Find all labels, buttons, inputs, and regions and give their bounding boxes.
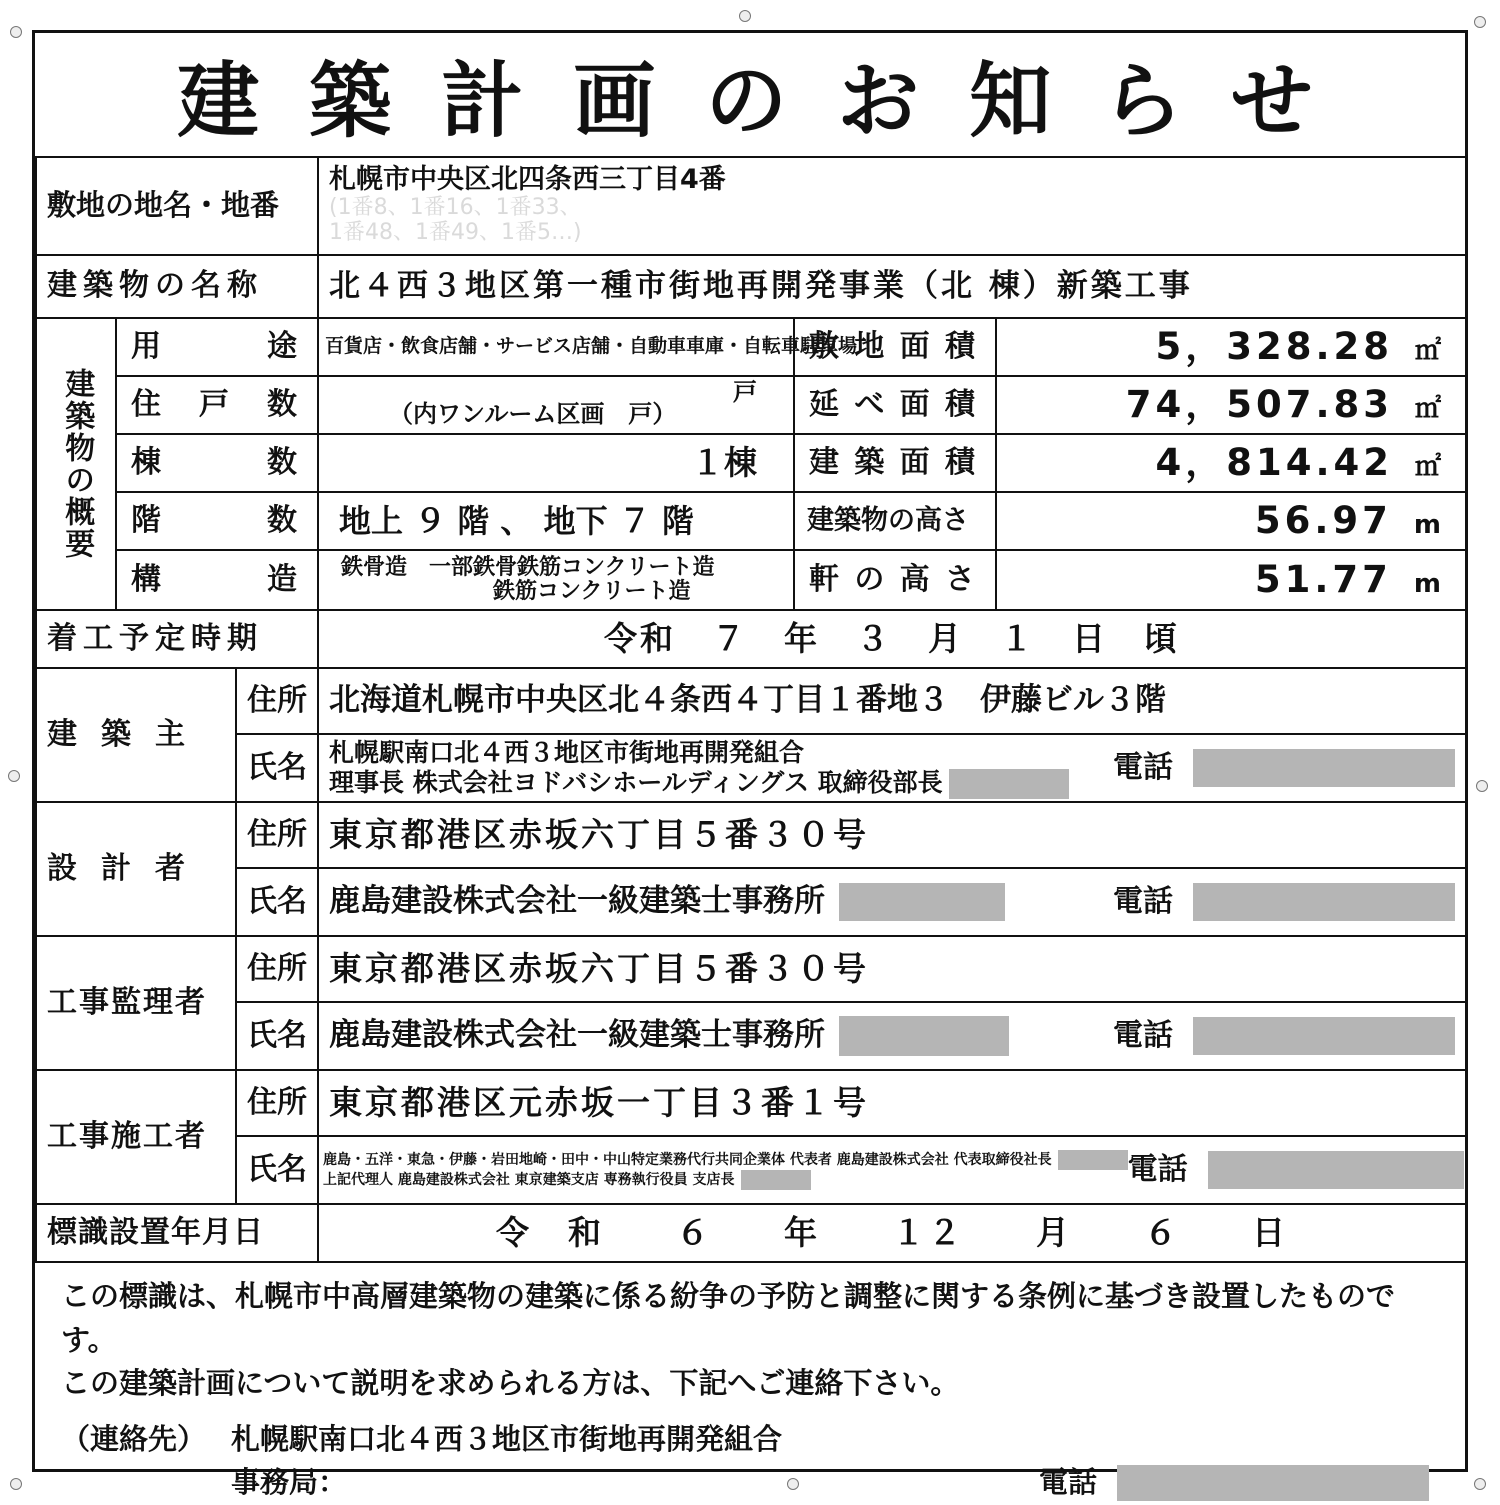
office-tel-redaction [1117, 1465, 1429, 1501]
screw-icon [787, 1478, 799, 1490]
site-label: 敷地の地名・地番 [36, 157, 318, 255]
site-row [36, 157, 1466, 255]
height-value: 56.97 [1254, 498, 1392, 542]
posted-row [36, 1204, 1466, 1262]
building-area-label: 建築面積 [794, 434, 996, 492]
building-name-value: 北４西３地区第一種市街地再開発事業（北 棟）新築工事 [318, 255, 1466, 318]
contractor-label: 工事施工者 [36, 1070, 236, 1204]
contact-org: 札幌駅南口北４西３地区市街地再開発組合 [231, 1421, 783, 1456]
screw-icon [739, 10, 751, 22]
structure-row [36, 550, 1466, 610]
posted-value: 令 和 ６ 年 １２ 月 ６ 日 [318, 1204, 1466, 1262]
total-floor-area-value: 74，507.83 [1125, 382, 1393, 426]
contractor-name2-redaction [741, 1170, 811, 1190]
office-tel [1039, 1461, 1429, 1505]
supervisor-tel-redaction [1193, 1017, 1455, 1055]
units-sub: （内ワンルーム区画 戸） [389, 400, 677, 429]
building-name-label: 建築物の名称 [36, 255, 318, 318]
screw-icon [1474, 16, 1486, 28]
site-area-cell [996, 318, 1466, 376]
owner-name2-line [329, 768, 1069, 799]
notice-line1: この標識は、札幌市中高層建築物の建築に係る紛争の予防と調整に関する条例に基づき設置したものです。 [61, 1279, 1396, 1357]
screw-icon [10, 1478, 22, 1490]
eave-height-value: 51.77 [1254, 557, 1392, 601]
supervisor-name-redaction [839, 1016, 1009, 1056]
use-value: 百貨店・飲食店舗・サービス店舗・自動車車庫・自転車駐車場 [318, 318, 794, 376]
floors-value: 地上 ９ 階 、 地下 ７ 階 [318, 492, 794, 550]
total-floor-area-unit: ㎡ [1415, 393, 1442, 424]
site-faded-2: 1番48、1番49、1番5…) [329, 220, 582, 246]
supervisor-tel-label: 電話 [1113, 1017, 1174, 1053]
designer-addr-label: 住所 [236, 802, 318, 868]
owner-tel-label: 電話 [1113, 749, 1174, 785]
designer-address: 東京都港区赤坂六丁目５番３０号 [318, 802, 1466, 868]
owner-address: 北海道札幌市中央区北４条西４丁目１番地３ 伊藤ビル３階 [318, 668, 1466, 734]
contractor-name1-line [323, 1150, 1128, 1170]
units-row [36, 376, 1466, 434]
designer-name-cell [318, 868, 1466, 936]
designer-name: 鹿島建設株式会社一級建築士事務所 [329, 883, 825, 920]
owner-tel-redaction [1193, 749, 1455, 787]
supervisor-name-row [36, 1002, 1466, 1070]
contact-row [61, 1418, 1439, 1462]
contractor-name-cell [318, 1136, 1466, 1204]
eave-height-label: 軒の高さ [794, 550, 996, 610]
designer-label: 設計者 [36, 802, 236, 936]
start-row [36, 610, 1466, 668]
sign-title: 建築計画のお知らせ [177, 54, 1363, 149]
buildings-value: １棟 [318, 434, 794, 492]
owner-tel [1113, 749, 1455, 787]
supervisor-address: 東京都港区赤坂六丁目５番３０号 [318, 936, 1466, 1002]
supervisor-addr-label: 住所 [236, 936, 318, 1002]
site-area-label: 敷地面積 [794, 318, 996, 376]
owner-name2: 理事長 株式会社ヨドバシホールディングス 取締役部長 [329, 767, 943, 797]
structure-line2: 鉄筋コンクリート造 [493, 579, 691, 604]
office-tel-label: 電話 [1038, 1465, 1097, 1499]
total-floor-area-label: 延べ面積 [794, 376, 996, 434]
contractor-name-label: 氏名 [236, 1136, 318, 1204]
owner-name-label: 氏名 [236, 734, 318, 802]
use-row [36, 318, 1466, 376]
building-area-value: 4，814.42 [1155, 440, 1393, 484]
site-value: 札幌市中央区北四条西三丁目4番 [329, 164, 726, 195]
designer-tel [1113, 883, 1455, 921]
contractor-name2-line [323, 1170, 1128, 1190]
designer-addr-row [36, 802, 1466, 868]
contractor-tel-redaction [1208, 1151, 1464, 1189]
contractor-name2: 上記代理人 鹿島建設株式会社 東京建築支店 専務執行役員 支店長 [323, 1172, 735, 1188]
designer-name-row [36, 868, 1466, 936]
contractor-name1: 鹿島・五洋・東急・伊藤・岩田地崎・田中・中山特定業務代行共同企業体 代表者 鹿島建設株式会社 代表取締役社長 [323, 1152, 1052, 1168]
height-unit: m [1413, 509, 1442, 540]
office-row [61, 1461, 1439, 1505]
start-label: 着工予定時期 [36, 610, 318, 668]
office-label: 事務局： [231, 1465, 348, 1499]
height-cell [996, 492, 1466, 550]
height-label: 建築物の高さ [794, 492, 996, 550]
contractor-addr-label: 住所 [236, 1070, 318, 1136]
units-cell [318, 376, 794, 434]
site-area-unit: ㎡ [1415, 335, 1442, 366]
contractor-name1-redaction [1058, 1150, 1128, 1170]
building-area-cell [996, 434, 1466, 492]
designer-name-block [329, 883, 1005, 921]
screw-icon [10, 26, 22, 38]
buildings-row [36, 434, 1466, 492]
owner-name-cell [318, 734, 1466, 802]
supervisor-tel [1113, 1017, 1455, 1055]
contractor-tel-label: 電話 [1127, 1151, 1188, 1187]
info-table [35, 156, 1467, 1263]
supervisor-name-block [329, 1016, 1009, 1056]
notice-line2: この建築計画について説明を求められる方は、下記へご連絡下さい。 [61, 1366, 960, 1400]
owner-addr-label: 住所 [236, 668, 318, 734]
start-value: 令和 ７ 年 ３ 月 １ 日 頃 [318, 610, 1466, 668]
notice-sign [32, 30, 1468, 1499]
building-area-unit: ㎡ [1415, 451, 1442, 482]
designer-name-label: 氏名 [236, 868, 318, 936]
supervisor-name: 鹿島建設株式会社一級建築士事務所 [329, 1017, 825, 1054]
supervisor-name-label: 氏名 [236, 1002, 318, 1070]
contractor-address: 東京都港区元赤坂一丁目３番１号 [318, 1070, 1466, 1136]
owner-addr-row [36, 668, 1466, 734]
owner-name-block [329, 738, 1069, 799]
owner-name-redaction [949, 769, 1069, 799]
screw-icon [1474, 1478, 1486, 1490]
owner-name-row [36, 734, 1466, 802]
designer-tel-redaction [1193, 883, 1455, 921]
contractor-tel [1128, 1151, 1464, 1189]
buildings-label: 棟数 [116, 434, 318, 492]
supervisor-label: 工事監理者 [36, 936, 236, 1070]
contractor-name-row [36, 1136, 1466, 1204]
supervisor-addr-row [36, 936, 1466, 1002]
supervisor-name-cell [318, 1002, 1466, 1070]
units-unit: 戸 [733, 378, 757, 406]
contractor-addr-row [36, 1070, 1466, 1136]
floors-row [36, 492, 1466, 550]
designer-tel-label: 電話 [1113, 883, 1174, 919]
contact-label: （連絡先） [61, 1421, 207, 1456]
structure-cell [318, 550, 794, 610]
posted-label: 標識設置年月日 [36, 1204, 318, 1262]
screw-icon [8, 770, 20, 782]
units-label: 住戸数 [116, 376, 318, 434]
contractor-name-block [323, 1150, 1128, 1190]
structure-label: 構造 [116, 550, 318, 610]
owner-name1: 札幌駅南口北４西３地区市街地再開発組合 [329, 737, 805, 767]
structure-line1: 鉄骨造 一部鉄骨鉄筋コンクリート造 [341, 554, 715, 580]
site-value-cell [318, 157, 1466, 255]
use-label: 用途 [116, 318, 318, 376]
notice-block [35, 1265, 1465, 1499]
designer-name-redaction [839, 883, 1005, 921]
total-floor-area-cell [996, 376, 1466, 434]
overview-label: 建築物の概要 [36, 318, 116, 610]
screw-icon [1476, 780, 1488, 792]
site-area-value: 5，328.28 [1155, 324, 1393, 368]
eave-height-cell [996, 550, 1466, 610]
eave-height-unit: m [1413, 568, 1442, 599]
owner-label: 建築主 [36, 668, 236, 802]
site-faded-1: (1番8、1番16、1番33、 [329, 195, 582, 221]
building-name-row [36, 255, 1466, 318]
floors-label: 階数 [116, 492, 318, 550]
